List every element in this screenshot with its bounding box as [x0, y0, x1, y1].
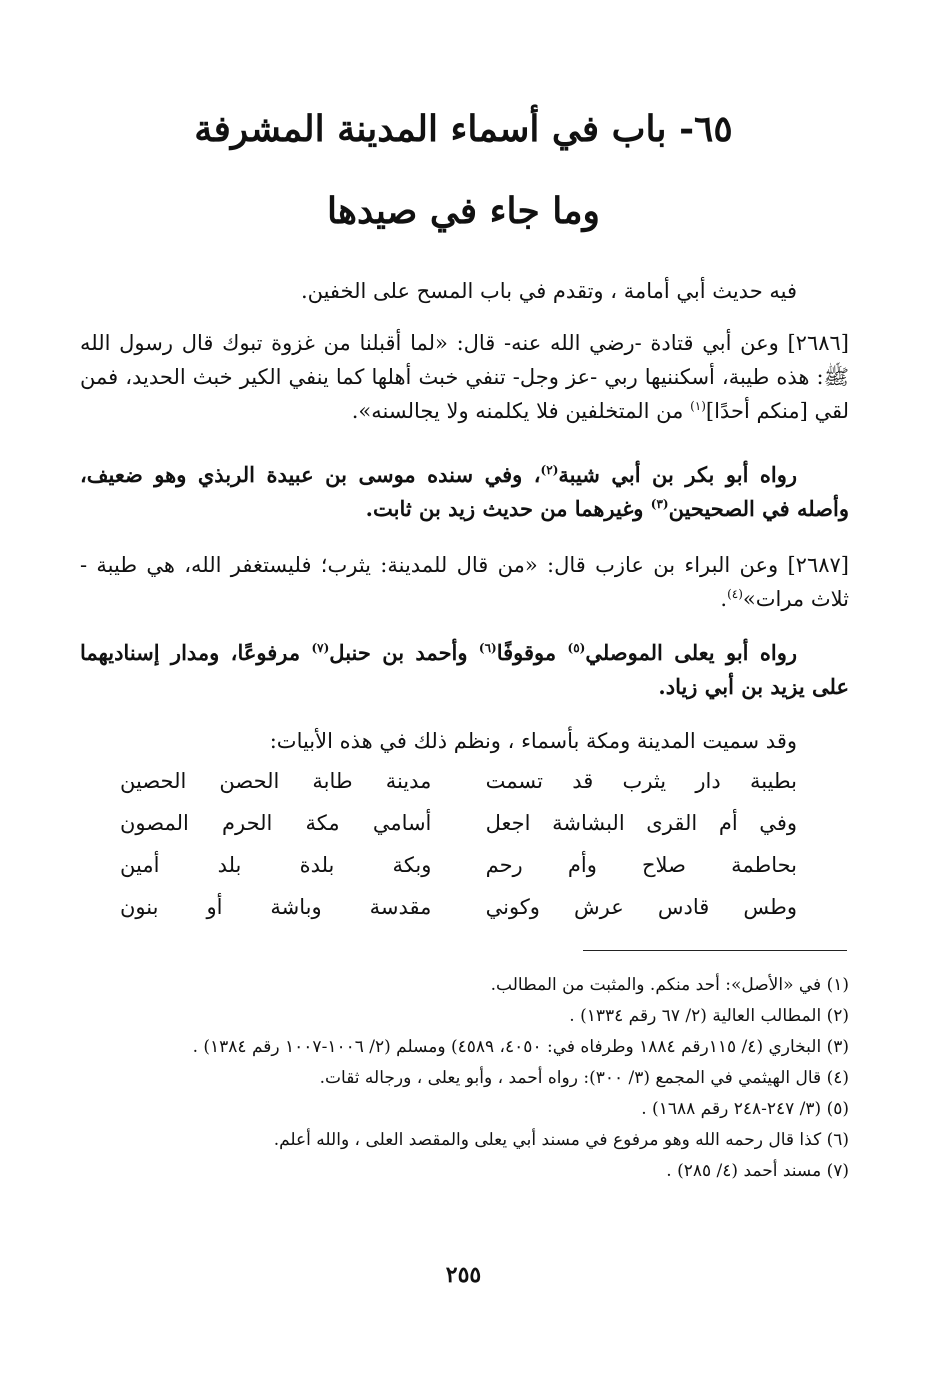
commentary-text: مرفوعًا، ومدار إسناديهما على يزيد بن أبي زياد.	[80, 640, 849, 699]
footnote-ref: (٤)	[727, 587, 743, 601]
chapter-title: ٦٥- باب في أسماء المدينة المشرفة	[194, 108, 733, 150]
commentary-text: ، وفي سنده موسى بن عبيدة الربذي وهو ضعيف، وأصله في الصحيحين	[80, 462, 849, 521]
footnote-ref: (١)	[690, 399, 706, 413]
hadith-2687-text-end: .	[720, 587, 728, 611]
verse-first-half: بحاطمة صلاح وأم رحم	[485, 853, 797, 877]
poem-verse	[120, 760, 797, 802]
footnote: (٥) (٣/ ٢٤٧-٢٤٨ رقم ١٦٨٨) .	[641, 1099, 849, 1119]
poem-intro: وقد سميت المدينة ومكة بأسماء ، ونظم ذلك في هذه الأبيات:	[269, 729, 797, 753]
intro-paragraph: فيه حديث أبي أمامة ، وتقدم في باب المسح على الخفين.	[300, 279, 797, 303]
commentary-2687	[80, 636, 849, 704]
footnote-ref: (٣)	[650, 497, 669, 511]
poem-verse	[120, 886, 797, 928]
footnote-ref: (٢)	[540, 463, 559, 477]
footnote-ref: (٥)	[567, 641, 586, 655]
footnote: (٤) قال الهيثمي في المجمع (٣/ ٣٠٠): رواه أحمد ، وأبو يعلى ، ورجاله ثقات.	[319, 1068, 849, 1088]
commentary-2686	[80, 458, 849, 526]
page-number: ٢٥٥	[445, 1262, 482, 1288]
chapter-subtitle: وما جاء في صيدها	[327, 190, 600, 232]
footnote-ref: (٧)	[311, 641, 330, 655]
footnote: (٧) مسند أحمد (٤/ ٢٨٥) .	[666, 1161, 849, 1181]
verse-first-half: بطيبة دار يثرب قد تسمت	[485, 769, 797, 793]
commentary-text: موقوفًا	[496, 640, 568, 665]
verse-first-half: وطس قادس عرش وكوني	[485, 895, 797, 919]
footnote: (٦) كذا قال رحمه الله وهو مرفوع في مسند أبي يعلى والمقصد العلى ، والله أعلم.	[273, 1130, 849, 1150]
commentary-text: رواه أبو يعلى الموصلي	[585, 640, 797, 665]
verse-second-half: أسامي مكة الحرم المصون	[120, 811, 432, 835]
verse-second-half: مقدسة وباشة أو بنون	[120, 895, 432, 919]
footnote: (٣) البخاري (٤/ ١١٥رقم ١٨٨٤ وطرفاه في: ٤٠٥٠، ٤٥٨٩) ومسلم (٢/ ١٠٠٦-١٠٠٧ رقم ١٣٨٤) .	[192, 1037, 849, 1057]
footnote-ref: (٦)	[478, 641, 497, 655]
commentary-text: وغيرهما من حديث زيد بن ثابت.	[365, 496, 651, 521]
hadith-2686-text: [٢٦٨٦] وعن أبي قتادة -رضي الله عنه- قال: «لما أقبلنا من غزوة تبوك قال رسول الله ﷺ: هذه طيبة، أسكننيها ربي -عز وجل- تنفي خبث أهلها كما ينفي الكير خبث الحديد، فمن لقي [منكم أحدًا]	[80, 331, 849, 423]
poem-verse	[120, 844, 797, 886]
commentary-text: وأحمد بن حنبل	[329, 640, 479, 665]
poem-verse	[120, 802, 797, 844]
verse-second-half: وبكة بلدة بلد أمين	[120, 853, 432, 877]
poem	[120, 760, 797, 928]
verse-first-half: وفي أم القرى البشاشة اجعل	[485, 811, 797, 835]
hadith-2686	[80, 326, 849, 428]
hadith-2687	[80, 548, 849, 616]
hadith-2686-text-end: من المتخلفين فلا يكلمنه ولا يجالسنه».	[351, 399, 691, 423]
hadith-2687-text: [٢٦٨٧] وعن البراء بن عازب قال: «من قال للمدينة: يثرب؛ فليستغفر الله، هي طيبة - ثلاث مرات»	[80, 553, 849, 611]
commentary-text: رواه أبو بكر بن أبي شيبة	[558, 462, 798, 487]
footnote: (٢) المطالب العالية (٢/ ٦٧ رقم ١٣٣٤) .	[569, 1006, 849, 1026]
footnote: (١) في «الأصل»: أحد منكم. والمثبت من المطالب.	[490, 975, 849, 995]
footnote-divider	[583, 950, 847, 951]
verse-second-half: مدينة طابة الحصن الحصين	[120, 769, 432, 793]
footnotes	[80, 970, 849, 1187]
